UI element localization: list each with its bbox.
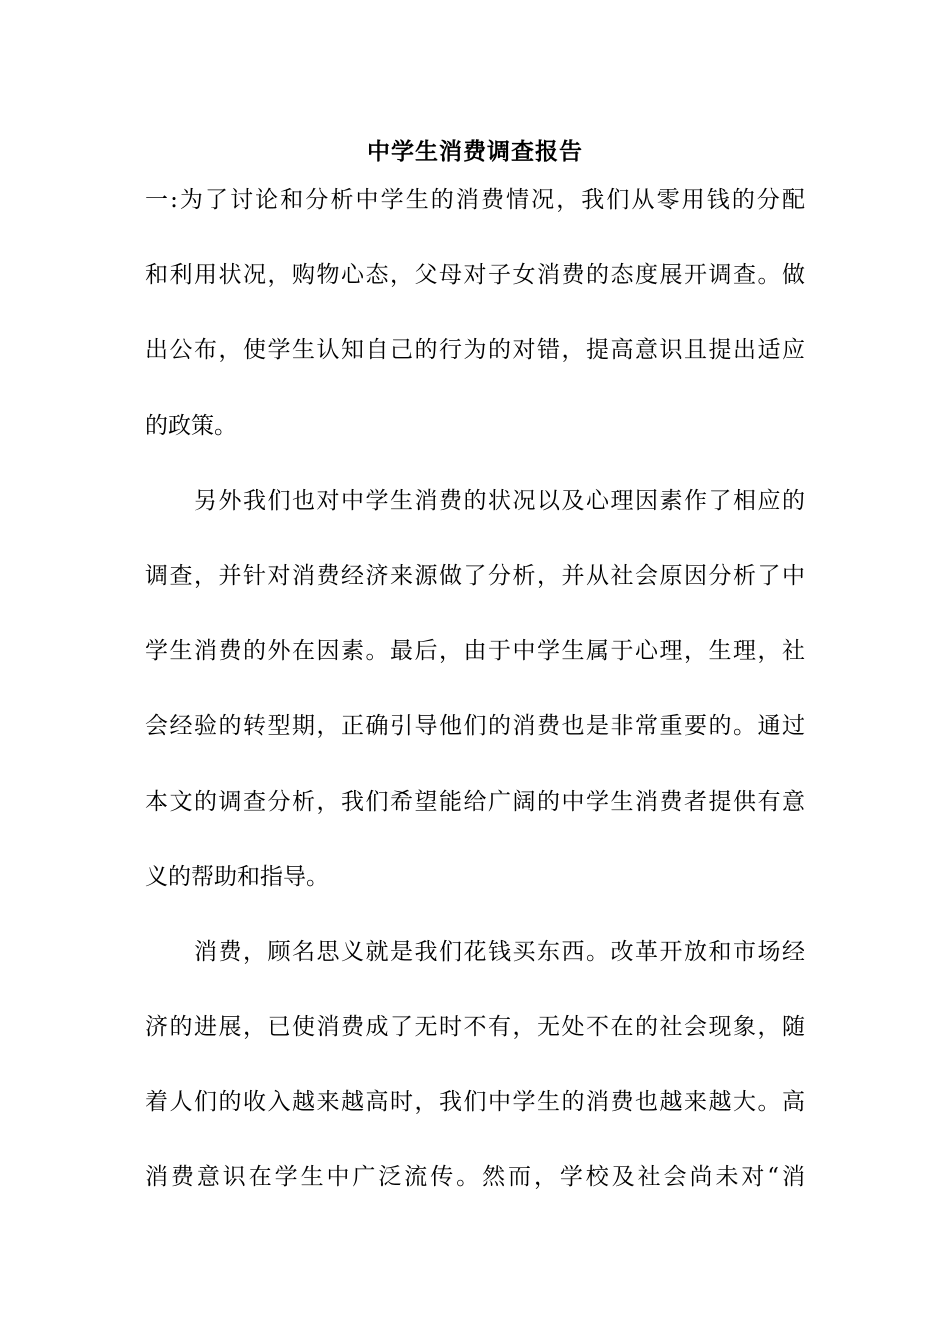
body-line: 的政策。 bbox=[145, 412, 237, 439]
body-line: 着人们的收入越来越高时，我们中学生的消费也越来越大。高 bbox=[145, 1089, 805, 1116]
body-line: 学生消费的外在因素。最后，由于中学生属于心理，生理，社 bbox=[145, 638, 805, 665]
body-line: 会经验的转型期，正确引导他们的消费也是非常重要的。通过 bbox=[145, 713, 805, 740]
body-line: 义的帮助和指导。 bbox=[145, 863, 329, 890]
document-title: 中学生消费调查报告 bbox=[367, 138, 583, 165]
body-line: 另外我们也对中学生消费的状况以及心理因素作了相应的 bbox=[145, 487, 805, 514]
body-line: 消费意识在学生中广泛流传。然而，学校及社会尚未对“消 bbox=[145, 1164, 805, 1191]
body-line: 本文的调查分析，我们希望能给广阔的中学生消费者提供有意 bbox=[145, 788, 805, 815]
body-line: 和利用状况，购物心态，父母对子女消费的态度展开调查。做 bbox=[145, 262, 805, 289]
body-line: 济的进展，已使消费成了无时不有，无处不在的社会现象，随 bbox=[145, 1014, 805, 1041]
body-line: 调查，并针对消费经济来源做了分析，并从社会原因分析了中 bbox=[145, 562, 805, 589]
body-line: 出公布，使学生认知自己的行为的对错，提高意识且提出适应 bbox=[145, 337, 805, 364]
body-line: 一:为了讨论和分析中学生的消费情况，我们从零用钱的分配 bbox=[145, 187, 805, 213]
body-line: 消费，顾名思义就是我们花钱买东西。改革开放和市场经 bbox=[145, 938, 805, 965]
document-body bbox=[145, 180, 805, 1233]
